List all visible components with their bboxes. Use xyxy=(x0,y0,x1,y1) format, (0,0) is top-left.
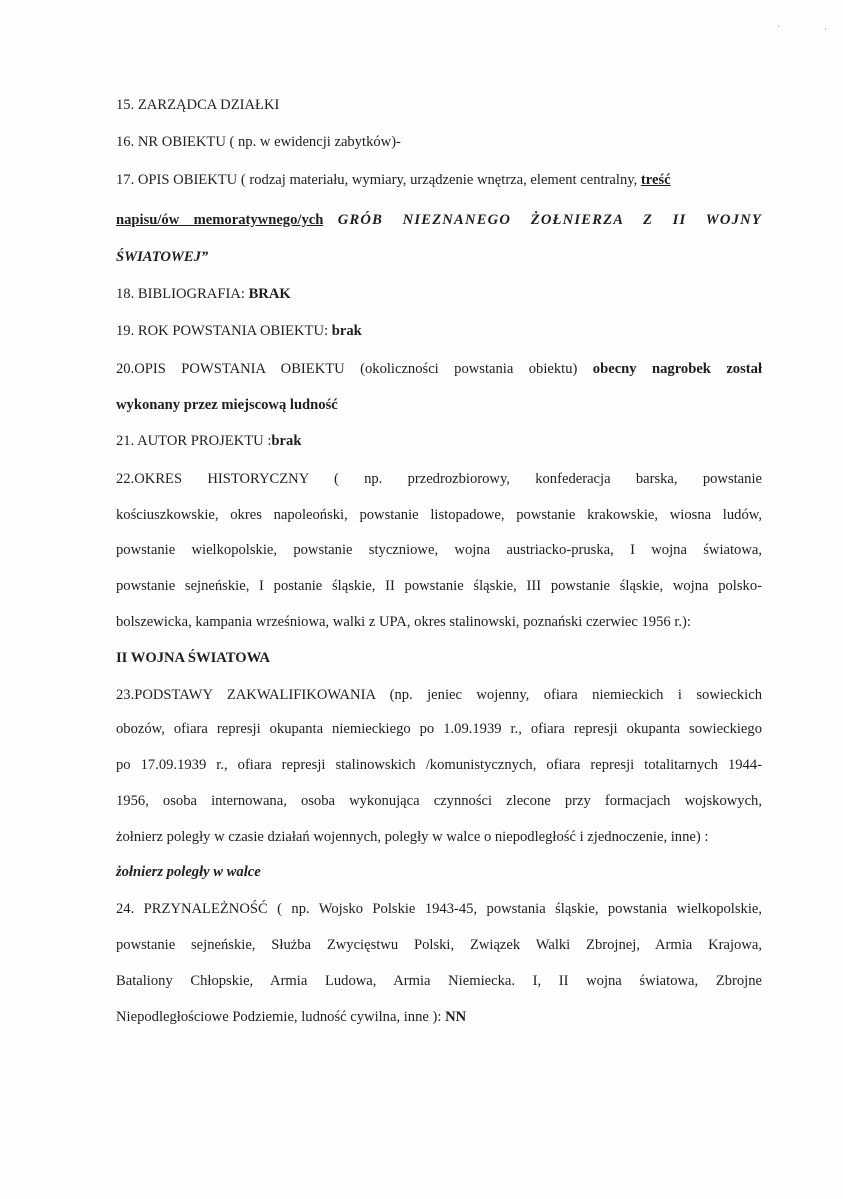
field-22-line-4: powstanie sejneńskie, I postanie śląskie, II powstanie śląskie, III powstanie śląskie, wojna polsko- xyxy=(116,578,762,594)
field-23-line-5: żołnierz poległy w czasie działań wojennych, poległy w walce o niepodległość i zjednoczenie, inne) : xyxy=(116,829,709,845)
field-22-line-3: powstanie wielkopolskie, powstanie styczniowe, wojna austriacko-pruska, I wojna światowa, xyxy=(116,542,762,558)
field-24-line-3: Bataliony Chłopskie, Armia Ludowa, Armia Niemiecka. I, II wojna światowa, Zbrojne xyxy=(116,973,762,989)
field-18: 18. BIBLIOGRAFIA: BRAK xyxy=(116,286,291,302)
field-20-value: obecny nagrobek został xyxy=(592,361,762,377)
field-17-inscription: ŚWIATOWEJ” xyxy=(116,249,209,265)
field-22-line-1: 22.OKRES HISTORYCZNY ( np. przedrozbiorowy, konfederacja barska, powstanie xyxy=(116,471,762,487)
field-19-value: brak xyxy=(331,323,362,339)
field-22-line-5: bolszewicka, kampania wrześniowa, walki z UPA, okres stalinowski, poznański czerwiec 1956 r.): xyxy=(116,614,691,630)
scan-speck: · xyxy=(824,24,827,34)
field-16: 16. NR OBIEKTU ( np. w ewidencji zabytków)- xyxy=(116,134,401,150)
field-15: 15. ZARZĄDCA DZIAŁKI xyxy=(116,97,280,113)
field-24-value: NN xyxy=(445,1009,467,1025)
field-20-value: wykonany przez miejscową ludność xyxy=(116,397,338,413)
field-17-underlined: treść xyxy=(640,172,671,188)
field-17-underlined: napisu/ów memoratywnego/ych xyxy=(116,212,324,228)
field-17-line-1: 17. OPIS OBIEKTU ( rodzaj materiału, wymiary, urządzenie wnętrza, element centralny, treść xyxy=(116,172,671,188)
field-17-line-3 xyxy=(116,248,762,266)
field-24-line-2: powstanie sejneńskie, Służba Zwycięstwu Polski, Związek Walki Zbrojnej, Armia Krajowa, xyxy=(116,937,762,953)
field-17-line-2 xyxy=(116,211,762,229)
field-24-line-4: Niepodległościowe Podziemie, ludność cywilna, inne ): NN xyxy=(116,1009,467,1025)
field-23-line-1: 23.PODSTAWY ZAKWALIFIKOWANIA (np. jeniec wojenny, ofiara niemieckich i sowieckich xyxy=(116,687,762,703)
field-17-inscription: GRÓB NIEZNANEGO ŻOŁNIERZA Z II WOJNY xyxy=(337,212,762,228)
field-23-value: żołnierz poległy w walce xyxy=(116,864,261,880)
field-18-value: BRAK xyxy=(248,286,291,302)
field-23-line-3: po 17.09.1939 r., ofiara represji stalinowskich /komunistycznych, ofiara represji totalitarnych 1944- xyxy=(116,757,762,773)
field-21: 21. AUTOR PROJEKTU :brak xyxy=(116,433,302,449)
field-19: 19. ROK POWSTANIA OBIEKTU: brak xyxy=(116,323,362,339)
field-21-value: brak xyxy=(271,433,302,449)
field-23-line-4: 1956, osoba internowana, osoba wykonująca czynności zlecone przy formacjach wojskowych, xyxy=(116,793,762,809)
field-22-line-2: kościuszkowskie, okres napoleoński, powstanie listopadowe, powstanie krakowskie, wiosna ludów, xyxy=(116,507,762,523)
field-23-line-2: obozów, ofiara represji okupanta niemieckiego po 1.09.1939 r., ofiara represji okupanta sowieckiego xyxy=(116,721,762,737)
field-20-line-2 xyxy=(116,396,762,414)
scan-speck: ʳ xyxy=(778,22,780,32)
field-22-value: II WOJNA ŚWIATOWA xyxy=(116,650,271,666)
field-24-line-1: 24. PRZYNALEŻNOŚĆ ( np. Wojsko Polskie 1943-45, powstania śląskie, powstania wielkopolskie, xyxy=(116,901,762,917)
field-20-line-1: 20.OPIS POWSTANIA OBIEKTU (okoliczności powstania obiektu) obecny nagrobek został xyxy=(116,361,762,377)
